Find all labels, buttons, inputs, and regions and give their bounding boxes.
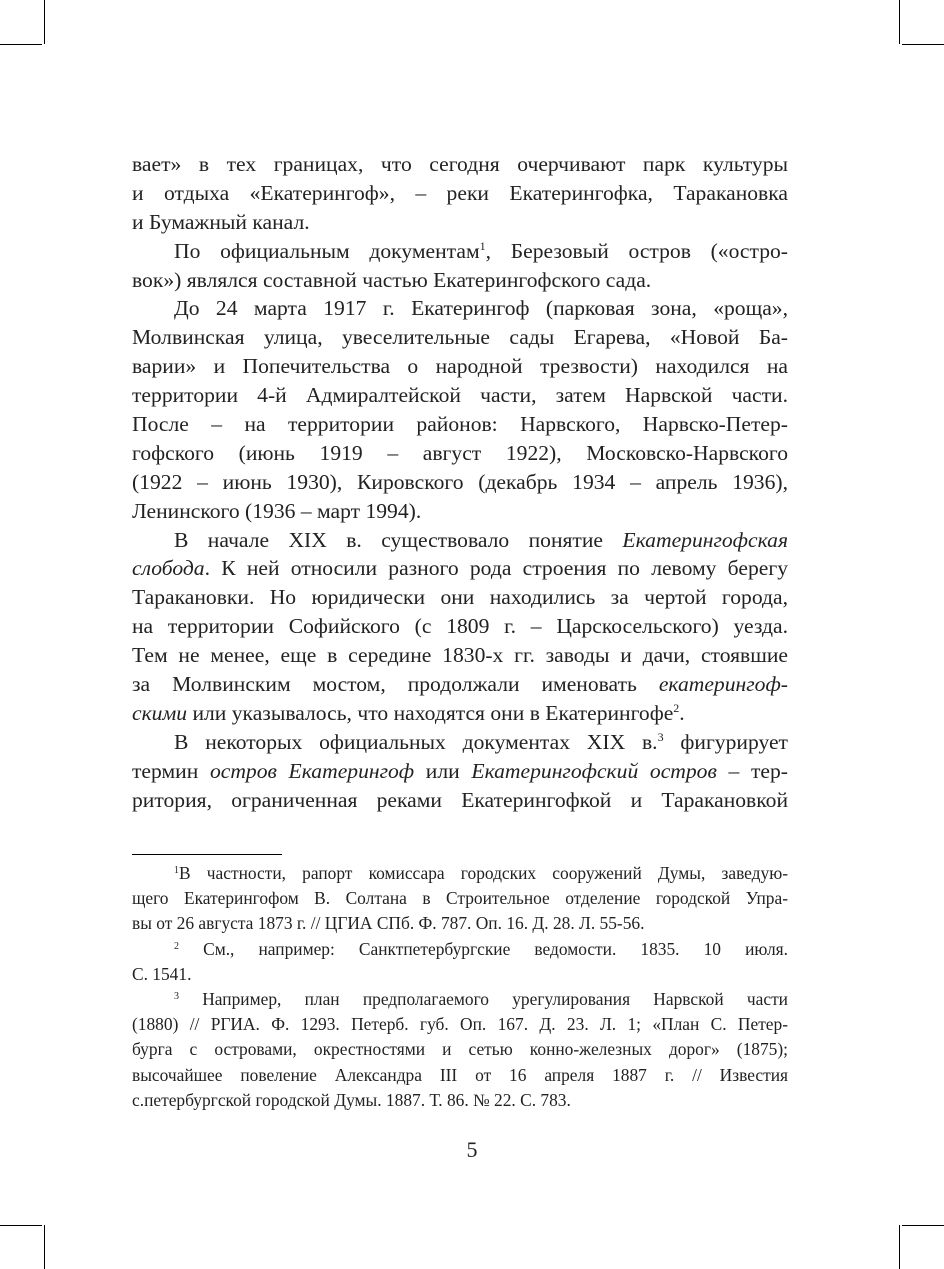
crop-mark-bottom-right-h [902,1225,944,1226]
footnote-line: $^1$В частности, рапорт комиссара городских сооружений Думы, заведую- [174,863,788,883]
text-line: и Бумажный канал. [132,209,310,234]
text-line: После – на территории районов: Нарвского, Нарвско-Петер- [132,412,788,437]
footnote-line: с.петербургской городской Думы. 1887. Т. 86. № 22. С. 783. [132,1089,571,1110]
body-text [132,150,788,814]
footnote-mark: 2 [174,940,179,952]
crop-mark-bottom-left-h [0,1225,42,1226]
text-line: До 24 марта 1917 г. Екатерингоф (парковая зона, «роща», [174,296,788,321]
footnote-line: С. 1541. [132,963,192,984]
crop-mark-top-left [44,0,45,44]
text-line: за Молвинским мостом, продолжали именовать екатерингоф- [132,672,788,697]
text-line: вок») являлся составной частью Екатерингофского сада. [132,267,652,292]
text-line: и отдыха «Екатерингоф», – реки Екатерингофка, Таракановка [132,180,788,205]
crop-mark-bottom-right [899,1225,900,1269]
footnote-mark: 3 [174,990,179,1002]
crop-mark-bottom-left [44,1225,45,1269]
text-line: гофского (июнь 1919 – август 1922), Московско-Нарвского [132,440,788,465]
footnote-ref: 3 [657,729,664,744]
footnote-divider [132,854,282,855]
footnote-line: бурга с островами, окрестностями и сетью конно-железных дорог» (1875); [132,1039,788,1060]
text-line: Таракановки. Но юридически они находились за чертой города, [132,585,788,610]
text-line: Тем не менее, еще в середине 1830-х гг. заводы и дачи, стоявшие [132,643,788,668]
page-number: 5 [466,1137,478,1162]
text-line: скими или указывалось, что находятся они в Екатерингофе$^2$. [132,700,685,725]
text-line: По официальным документам$^1$, Березовый остров («остро- [174,238,788,263]
footnote-line: $^3$ Например, план предполагаемого урегулирования Нарвской части [174,988,788,1009]
text-line: варии» и Попечительства о народной трезвости) находился на [132,354,788,379]
text-line: Молвинская улица, увеселительные сады Егарева, «Новой Ба- [132,325,788,350]
text-line: (1922 – июнь 1930), Кировского (декабрь 1934 – апрель 1936), [132,469,788,494]
footnote-line: вы от 26 августа 1873 г. // ЦГИА СПб. Ф. 787. Оп. 16. Д. 28. Л. 55-56. [132,913,645,934]
footnote-line: высочайшее повеление Александра III от 16 апреля 1887 г. // Известия [132,1064,788,1085]
footnote-line: $^2$ См., например: Санктпетербургские ведомости. 1835. 10 июля. [174,938,788,959]
footnote-ref: 1 [479,238,486,253]
text-line: В некоторых официальных документах XIX в.$^3$ фигурирует [174,729,788,754]
footnote-line: щего Екатерингофом В. Солтана в Строительное отделение городской Упра- [132,888,788,909]
text-line: вает» в тех границах, что сегодня очерчивают парк культуры [132,152,788,176]
footnote-ref: 2 [673,700,680,715]
text-line: на территории Софийского (с 1809 г. – Царскосельского) уезда. [132,614,788,639]
crop-mark-top-left-h [0,44,42,45]
text-line: В начале XIX в. существовало понятие Екатерингофская [174,527,788,552]
text-line: термин остров Екатерингоф или Екатерингофский остров – тер- [132,758,788,783]
crop-mark-top-right-h [902,44,944,45]
text-line: ритория, ограниченная реками Екатерингофкой и Таракановкой [132,787,788,812]
footnote-mark: 1 [174,865,179,876]
crop-mark-top-right [899,0,900,44]
footnotes [132,861,788,1113]
text-line: Ленинского (1936 – март 1994). [132,498,422,523]
footnote-line: (1880) // РГИА. Ф. 1293. Петерб. губ. Оп. 167. Д. 23. Л. 1; «План С. Петер- [132,1014,788,1035]
text-line: территории 4-й Адмиралтейской части, затем Нарвской части. [132,383,788,408]
text-line: слобода. К ней относили разного рода строения по левому берегу [132,556,788,581]
